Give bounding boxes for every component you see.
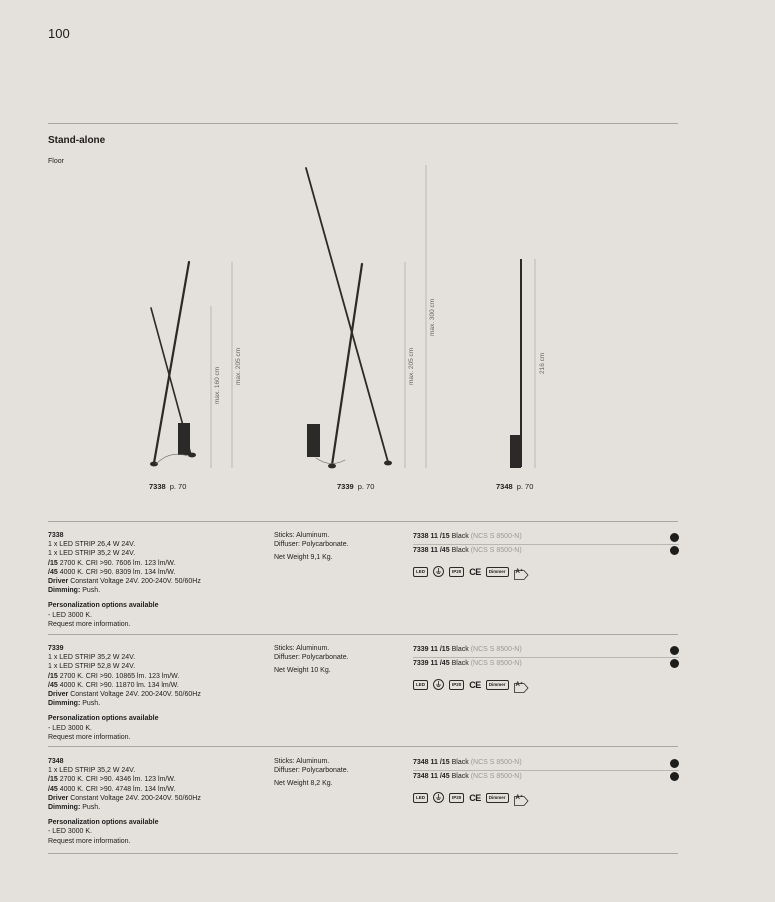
energy-class-label: A⁺: [515, 681, 524, 688]
led-icon: LED: [413, 680, 428, 690]
variant-color: Black: [451, 646, 469, 653]
variant-ncs: (NCS S 8500-N): [470, 546, 522, 554]
caption-page-link[interactable]: p. 70: [516, 482, 534, 491]
color-swatch: [670, 546, 679, 555]
spec-line-text: 4000 K. CRI >90. 4748 lm. 134 lm/W.: [59, 785, 176, 793]
spec-line: [48, 672, 268, 681]
variant-code: 7338 11 /45: [413, 546, 450, 554]
color-swatch: [670, 533, 679, 542]
variant-row: [413, 658, 679, 672]
variant-code: 7348 11 /15: [413, 759, 450, 766]
variant-code: 7338 11 /15: [413, 533, 450, 540]
dim-label-7348: 216 cm: [539, 352, 546, 374]
led-icon: LED: [413, 567, 428, 577]
materials-column: [274, 644, 404, 676]
product-code: 7338: [48, 532, 64, 539]
caption-code: 7338: [149, 482, 166, 491]
spec-line-text: 2700 K. CRI >90. 7606 lm. 123 lm/W.: [59, 559, 176, 567]
color-swatch: [670, 772, 679, 781]
material-line: Sticks: Aluminum.: [274, 645, 330, 652]
variant-row: [413, 644, 679, 658]
caption-7338: [149, 482, 186, 491]
section-subtitle: Floor: [48, 158, 64, 165]
personalization-line: - LED 3000 K.: [48, 828, 92, 836]
color-swatch: [670, 646, 679, 655]
product-divider: [48, 746, 678, 747]
variant-row: [413, 545, 679, 559]
personalization-title: Personalization options available: [48, 602, 159, 610]
variants-column: [413, 757, 679, 803]
caption-page-link[interactable]: p. 70: [169, 482, 187, 491]
variant-ncs: (NCS S 8500-N): [470, 659, 522, 667]
variant-color: Black: [451, 546, 469, 554]
variant-ncs: (NCS S 8500-N): [470, 759, 522, 766]
ce-mark-icon: CE: [469, 566, 481, 577]
variant-ncs: (NCS S 8500-N): [470, 646, 522, 653]
spec-line-key: /15: [48, 776, 58, 784]
variant-color: Black: [451, 533, 469, 540]
material-line: Sticks: Aluminum.: [274, 758, 330, 765]
personalization-line[interactable]: Request more information.: [48, 620, 131, 628]
section-divider: [48, 123, 678, 124]
dim-label-7338-a: max. 160 cm: [214, 366, 221, 404]
spec-line: [48, 577, 268, 586]
net-weight: Net Weight 10 Kg.: [274, 667, 331, 675]
protection-class-icon: [433, 679, 444, 690]
personalization-title: Personalization options available: [48, 819, 159, 827]
spec-line-text: 1 x LED STRIP 35,2 W 24V.: [48, 550, 136, 558]
variant-row: [413, 531, 679, 545]
personalization-line[interactable]: Request more information.: [48, 733, 131, 741]
spec-column: [48, 531, 268, 629]
ce-mark-icon: CE: [469, 679, 481, 690]
protection-class-icon: [433, 792, 444, 803]
spec-line: [48, 681, 268, 690]
certification-icons: [413, 792, 529, 803]
spec-line: [48, 803, 268, 812]
material-line: Diffuser: Polycarbonate.: [274, 767, 349, 775]
spec-line-text: 4000 K. CRI >90. 8309 lm. 134 lm/W.: [59, 568, 176, 576]
materials-column: [274, 531, 404, 563]
variant-ncs: (NCS S 8500-N): [470, 533, 522, 540]
variants-column: [413, 531, 679, 577]
spec-line-key: Dimming:: [48, 804, 81, 812]
spec-line-text: 4000 K. CRI >90. 11870 lm. 134 lm/W.: [59, 681, 179, 689]
product-divider: [48, 521, 678, 522]
caption-page-link[interactable]: p. 70: [357, 482, 375, 491]
spec-line-text: Push.: [82, 700, 101, 708]
spec-line-text: 2700 K. CRI >90. 10865 lm. 123 lm/W.: [59, 672, 180, 680]
ip20-icon: IP20: [449, 793, 464, 803]
caption-code: 7339: [337, 482, 354, 491]
certification-icons: [413, 679, 529, 690]
color-swatch: [670, 659, 679, 668]
spec-line-text: 1 x LED STRIP 26,4 W 24V.: [48, 541, 136, 549]
variants-column: [413, 644, 679, 690]
page-number: 100: [48, 26, 70, 41]
spec-line: [48, 785, 268, 794]
dimmer-icon: Dimmer: [486, 680, 509, 690]
certification-icons: [413, 566, 529, 577]
ip20-icon: IP20: [449, 567, 464, 577]
spec-column: [48, 757, 268, 846]
spec-line: [48, 559, 268, 568]
spec-line-key: Driver: [48, 794, 69, 802]
energy-class-icon: [514, 680, 529, 690]
ip20-icon: IP20: [449, 680, 464, 690]
product-divider: [48, 853, 678, 854]
spec-line-key: Dimming:: [48, 587, 81, 595]
energy-class-icon: [514, 567, 529, 577]
personalization-line: - LED 3000 K.: [48, 611, 92, 619]
spec-line-text: 1 x LED STRIP 35,2 W 24V.: [48, 654, 136, 662]
product-code: 7348: [48, 758, 64, 765]
led-icon: LED: [413, 793, 428, 803]
spec-line: [48, 549, 268, 558]
materials-column: [274, 757, 404, 789]
spec-line: [48, 766, 268, 775]
energy-class-icon: [514, 793, 529, 803]
spec-line: [48, 540, 268, 549]
material-line: Diffuser: Polycarbonate.: [274, 654, 349, 662]
lamp-7339-drawing: [306, 168, 392, 468]
spec-line-key: /45: [48, 568, 58, 576]
spec-line: [48, 568, 268, 577]
personalization-title: Personalization options available: [48, 715, 159, 723]
section-title: Stand-alone: [48, 135, 106, 146]
dimmer-icon: Dimmer: [486, 793, 509, 803]
spec-line-text: Push.: [82, 804, 101, 812]
spec-line-key: /15: [48, 559, 58, 567]
product-drawings: [0, 160, 775, 480]
caption-7348: [496, 482, 533, 491]
energy-class-label: A⁺: [515, 794, 524, 801]
caption-code: 7348: [496, 482, 513, 491]
spec-line-text: 2700 K. CRI >90. 4346 lm. 123 lm/W.: [59, 776, 176, 784]
variant-ncs: (NCS S 8500-N): [470, 772, 522, 780]
variant-color: Black: [451, 659, 469, 667]
variant-code: 7339 11 /15: [413, 646, 450, 653]
dim-label-7339-b: max. 300 cm: [429, 298, 436, 336]
lamp-7348-drawing: [510, 259, 521, 468]
variant-color: Black: [451, 772, 469, 780]
personalization-line: - LED 3000 K.: [48, 724, 92, 732]
lamp-7338-drawing: [150, 262, 196, 466]
spec-line-key: Driver: [48, 691, 69, 699]
spec-line-text: Constant Voltage 24V. 200-240V. 50/60Hz: [70, 691, 201, 699]
caption-7339: [337, 482, 374, 491]
personalization-line[interactable]: Request more information.: [48, 837, 131, 845]
spec-line-text: 1 x LED STRIP 35,2 W 24V.: [48, 767, 136, 775]
spec-line: [48, 586, 268, 595]
color-swatch: [670, 759, 679, 768]
dim-label-7339-a: max. 205 cm: [408, 347, 415, 385]
spec-line: [48, 662, 268, 671]
dimmer-icon: Dimmer: [486, 567, 509, 577]
variant-code: 7339 11 /45: [413, 659, 450, 667]
variant-code: 7348 11 /45: [413, 772, 450, 780]
spec-line-key: Dimming:: [48, 700, 81, 708]
spec-line-key: Driver: [48, 578, 69, 586]
protection-class-icon: [433, 566, 444, 577]
ce-mark-icon: CE: [469, 792, 481, 803]
variant-row: [413, 757, 679, 771]
product-divider: [48, 634, 678, 635]
material-line: Sticks: Aluminum.: [274, 532, 330, 539]
product-code: 7339: [48, 645, 64, 652]
spec-line: [48, 690, 268, 699]
spec-line-text: 1 x LED STRIP 52,8 W 24V.: [48, 663, 136, 671]
variant-row: [413, 771, 679, 785]
spec-line: [48, 775, 268, 784]
net-weight: Net Weight 8,2 Kg.: [274, 780, 333, 788]
energy-class-label: A⁺: [515, 568, 524, 575]
material-line: Diffuser: Polycarbonate.: [274, 541, 349, 549]
variant-color: Black: [451, 759, 469, 766]
spec-line-text: Constant Voltage 24V. 200-240V. 50/60Hz: [70, 578, 201, 586]
spec-line: [48, 699, 268, 708]
spec-line: [48, 794, 268, 803]
dim-label-7338-b: max. 205 cm: [235, 347, 242, 385]
spec-line-key: /15: [48, 672, 58, 680]
dimension-lines: [211, 165, 535, 468]
spec-line: [48, 653, 268, 662]
spec-line-key: /45: [48, 785, 58, 793]
spec-line-key: /45: [48, 681, 58, 689]
spec-column: [48, 644, 268, 742]
net-weight: Net Weight 9,1 Kg.: [274, 554, 333, 562]
spec-line-text: Push.: [82, 587, 101, 595]
spec-line-text: Constant Voltage 24V. 200-240V. 50/60Hz: [70, 794, 201, 802]
